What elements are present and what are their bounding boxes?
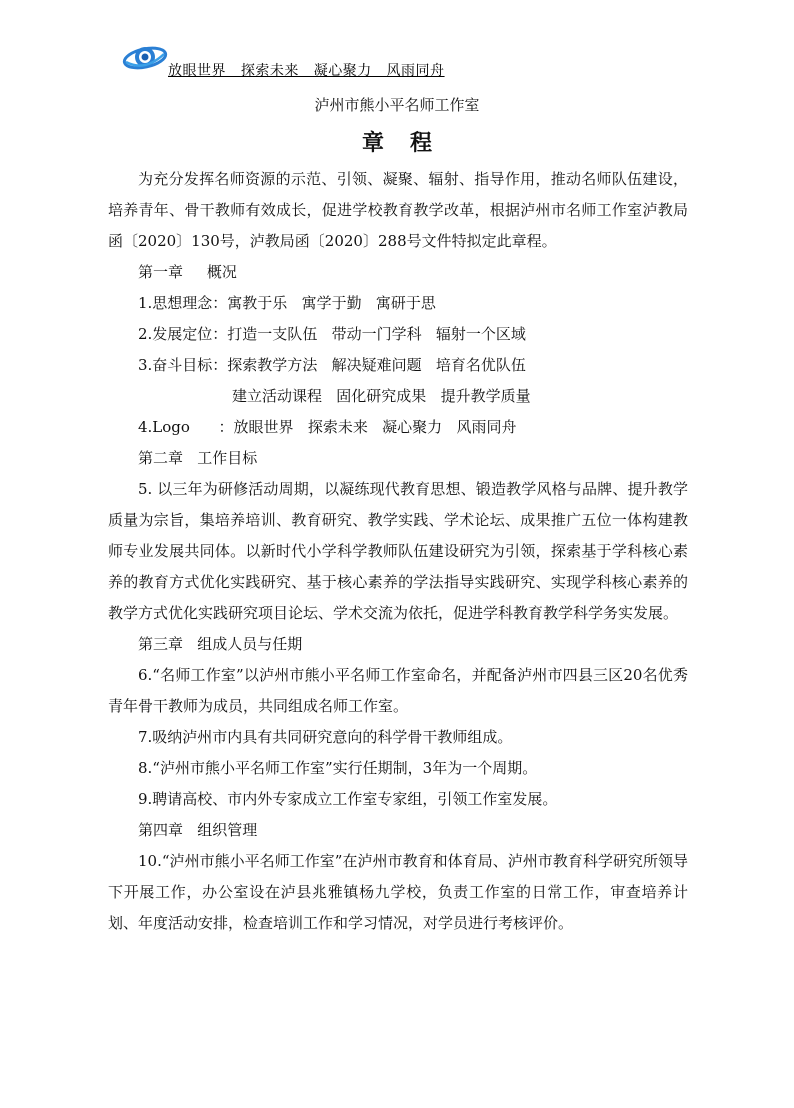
item-4: 4.Logo ：放眼世界 探索未来 凝心聚力 风雨同舟	[138, 418, 517, 436]
item-8: 8.“泸州市熊小平名师工作室”实行任期制，3年为一个周期。	[138, 759, 538, 777]
document-title: 章程	[361, 130, 458, 156]
chapter-2-heading: 第二章 工作目标	[138, 449, 258, 467]
header-slogan: 放眼世界 探索未来 凝心聚力 风雨同舟	[168, 63, 445, 79]
page-header	[120, 40, 680, 82]
item-1: 1.思想理念：寓教于乐 寓学于勤 寓研于思	[138, 294, 436, 312]
item-5: 5. 以三年为研修活动周期，以凝练现代教育思想、锻造教学风格与品牌、提升教学质量为宗旨，集培养培训、教育研究、教学实践、学术论坛、成果推广五位一体构建教师专业发展共同体。以新时代小学科学教师队伍建设研究为引领，探索基于学科核心素养的教育方式优化实践研究、基于核心素养的学法指导实践研究、实现学科核心素养的教学方式优化实践研究项目论坛、学术交流为依托，促进学科教育教学科学务实发展。	[108, 480, 688, 622]
chapter-4-heading: 第四章 组织管理	[138, 821, 258, 839]
document-body	[108, 164, 688, 939]
item-7: 7.吸纳泸州市内具有共同研究意向的科学骨干教师组成。	[138, 728, 513, 746]
chapter-1-heading: 第一章 概况	[138, 263, 237, 281]
planet-logo-icon	[122, 40, 168, 76]
item-9: 9.聘请高校、市内外专家成立工作室专家组，引领工作室发展。	[138, 790, 558, 808]
item-3: 3.奋斗目标：探索教学方法 解决疑难问题 培育名优队伍	[138, 356, 526, 374]
item-10: 10.“泸州市熊小平名师工作室”在泸州市教育和体育局、泸州市教育科学研究所领导下开展工作，办公室设在泸县兆雅镇杨九学校，负责工作室的日常工作，审查培养计划、年度活动安排，检查培训工作和学习情况，对学员进行考核评价。	[108, 852, 688, 932]
item-2: 2.发展定位：打造一支队伍 带动一门学科 辐射一个区域	[138, 325, 526, 343]
item-3-continued: 建立活动课程 固化研究成果 提升教学质量	[232, 387, 531, 405]
item-6: 6.“名师工作室”以泸州市熊小平名师工作室命名，并配备泸州市四县三区20名优秀青年骨干教师为成员，共同组成名师工作室。	[108, 666, 688, 715]
office-name: 泸州市熊小平名师工作室	[314, 96, 480, 114]
intro-paragraph: 为充分发挥名师资源的示范、引领、凝聚、辐射、指导作用，推动名师队伍建设，培养青年、骨干教师有效成长，促进学校教育教学改革，根据泸州市名师工作室泸教局函〔2020〕130号，泸教局函〔2020〕288号文件特拟定此章程。	[108, 170, 688, 250]
chapter-3-heading: 第三章 组成人员与任期	[138, 635, 303, 653]
